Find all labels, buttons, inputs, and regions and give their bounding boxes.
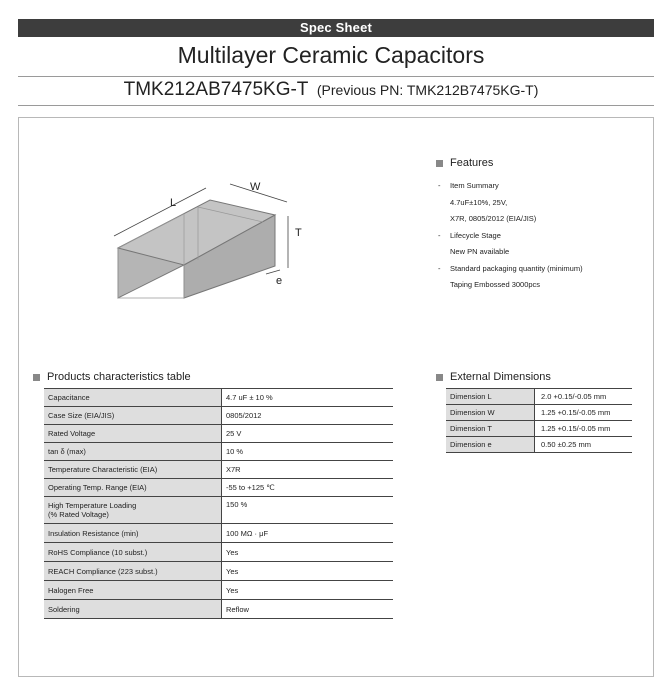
row-value: 0.50 ±0.25 mm [535, 437, 633, 453]
part-number: TMK212AB7475KG-T [123, 79, 309, 100]
products-heading [33, 371, 191, 383]
divider-bottom [18, 105, 654, 106]
row-label: Temperature Characteristic (EIA) [44, 461, 222, 479]
label-e: e [276, 275, 283, 287]
dimensions-heading [436, 371, 551, 383]
label-l: L [170, 197, 177, 209]
row-value: 1.25 +0.15/-0.05 mm [535, 421, 633, 437]
table-row [446, 389, 632, 405]
table-row [44, 581, 393, 600]
features-list [436, 178, 583, 294]
list-item [436, 261, 583, 278]
label-t: T [295, 227, 302, 239]
row-label: REACH Compliance (223 subst.) [44, 562, 222, 581]
row-label: RoHS Compliance (10 subst.) [44, 543, 222, 562]
previous-part-number: (Previous PN: TMK212B7475KG-T) [316, 82, 539, 98]
products-title: Products characteristics table [47, 371, 191, 383]
dimensions-title: External Dimensions [450, 371, 551, 383]
divider-top [18, 76, 654, 77]
row-value: Yes [222, 543, 394, 562]
bullet-square-icon [33, 374, 40, 381]
row-label: Capacitance [44, 389, 222, 407]
capacitor-diagram [100, 170, 310, 300]
row-value: 4.7 uF ± 10 % [222, 389, 394, 407]
table-row [446, 437, 632, 453]
dash-icon: - [438, 181, 441, 190]
row-label: Dimension T [446, 421, 535, 437]
spec-sheet-banner: Spec Sheet [18, 19, 654, 37]
row-label [44, 497, 222, 524]
list-item [436, 277, 583, 294]
row-label: Case Size (EIA/JIS) [44, 407, 222, 425]
row-value: Yes [222, 581, 394, 600]
feature-text: Item Summary [450, 181, 499, 190]
feature-text: Taping Embossed 3000pcs [450, 280, 541, 289]
table-row [44, 479, 393, 497]
feature-text: X7R, 0805/2012 (EIA/JIS) [450, 214, 537, 223]
table-row [446, 421, 632, 437]
feature-text: Lifecycle Stage [450, 230, 501, 240]
bullet-square-icon [436, 374, 443, 381]
table-row [44, 461, 393, 479]
row-value: X7R [222, 461, 394, 479]
table-row [44, 543, 393, 562]
features-title: Features [450, 157, 494, 169]
list-item [436, 211, 583, 228]
bullet-square-icon [436, 160, 443, 167]
page-title: Multilayer Ceramic Capacitors [177, 42, 485, 68]
row-label: Insulation Resistance (min) [44, 524, 222, 543]
row-label: Soldering [44, 600, 222, 619]
row-value: 1.25 +0.15/-0.05 mm [535, 405, 633, 421]
row-label: Rated Voltage [44, 425, 222, 443]
part-number-line [0, 79, 662, 101]
row-label-line: High Temperature Loading [48, 501, 137, 510]
table-row [44, 425, 393, 443]
row-value: 0805/2012 [222, 407, 394, 425]
features-heading [436, 157, 493, 169]
row-value: 100 MΩ · μF [222, 524, 394, 543]
table-row [44, 443, 393, 461]
table-row [44, 389, 393, 407]
dash-icon: - [438, 230, 441, 240]
dimensions-table [446, 388, 632, 453]
dimension-line-e [266, 270, 280, 274]
table-row [44, 497, 393, 524]
row-value: 10 % [222, 443, 394, 461]
list-item [436, 178, 583, 195]
table-row [44, 524, 393, 543]
table-row [44, 407, 393, 425]
row-label-line: (% Rated Voltage) [48, 510, 109, 519]
row-label: Operating Temp. Range (EIA) [44, 479, 222, 497]
table-row [446, 405, 632, 421]
dash-icon: - [438, 263, 441, 273]
list-item [436, 228, 583, 245]
row-label: Halogen Free [44, 581, 222, 600]
row-label: Dimension L [446, 389, 535, 405]
row-value: Reflow [222, 600, 394, 619]
row-label: Dimension e [446, 437, 535, 453]
table-row [44, 562, 393, 581]
row-value: 25 V [222, 425, 394, 443]
row-label: Dimension W [446, 405, 535, 421]
row-value: 150 % [222, 497, 394, 524]
feature-text: Standard packaging quantity (minimum) [450, 263, 583, 273]
products-table [44, 388, 393, 619]
row-value: 2.0 +0.15/-0.05 mm [535, 389, 633, 405]
list-item [436, 195, 583, 212]
feature-text: 4.7uF±10%, 25V, [450, 197, 508, 207]
feature-text: New PN available [450, 247, 510, 256]
row-label: tan δ (max) [44, 443, 222, 461]
table-row [44, 600, 393, 619]
label-w: W [250, 181, 261, 193]
row-value: -55 to +125 ℃ [222, 479, 394, 497]
list-item [436, 244, 583, 261]
row-value: Yes [222, 562, 394, 581]
